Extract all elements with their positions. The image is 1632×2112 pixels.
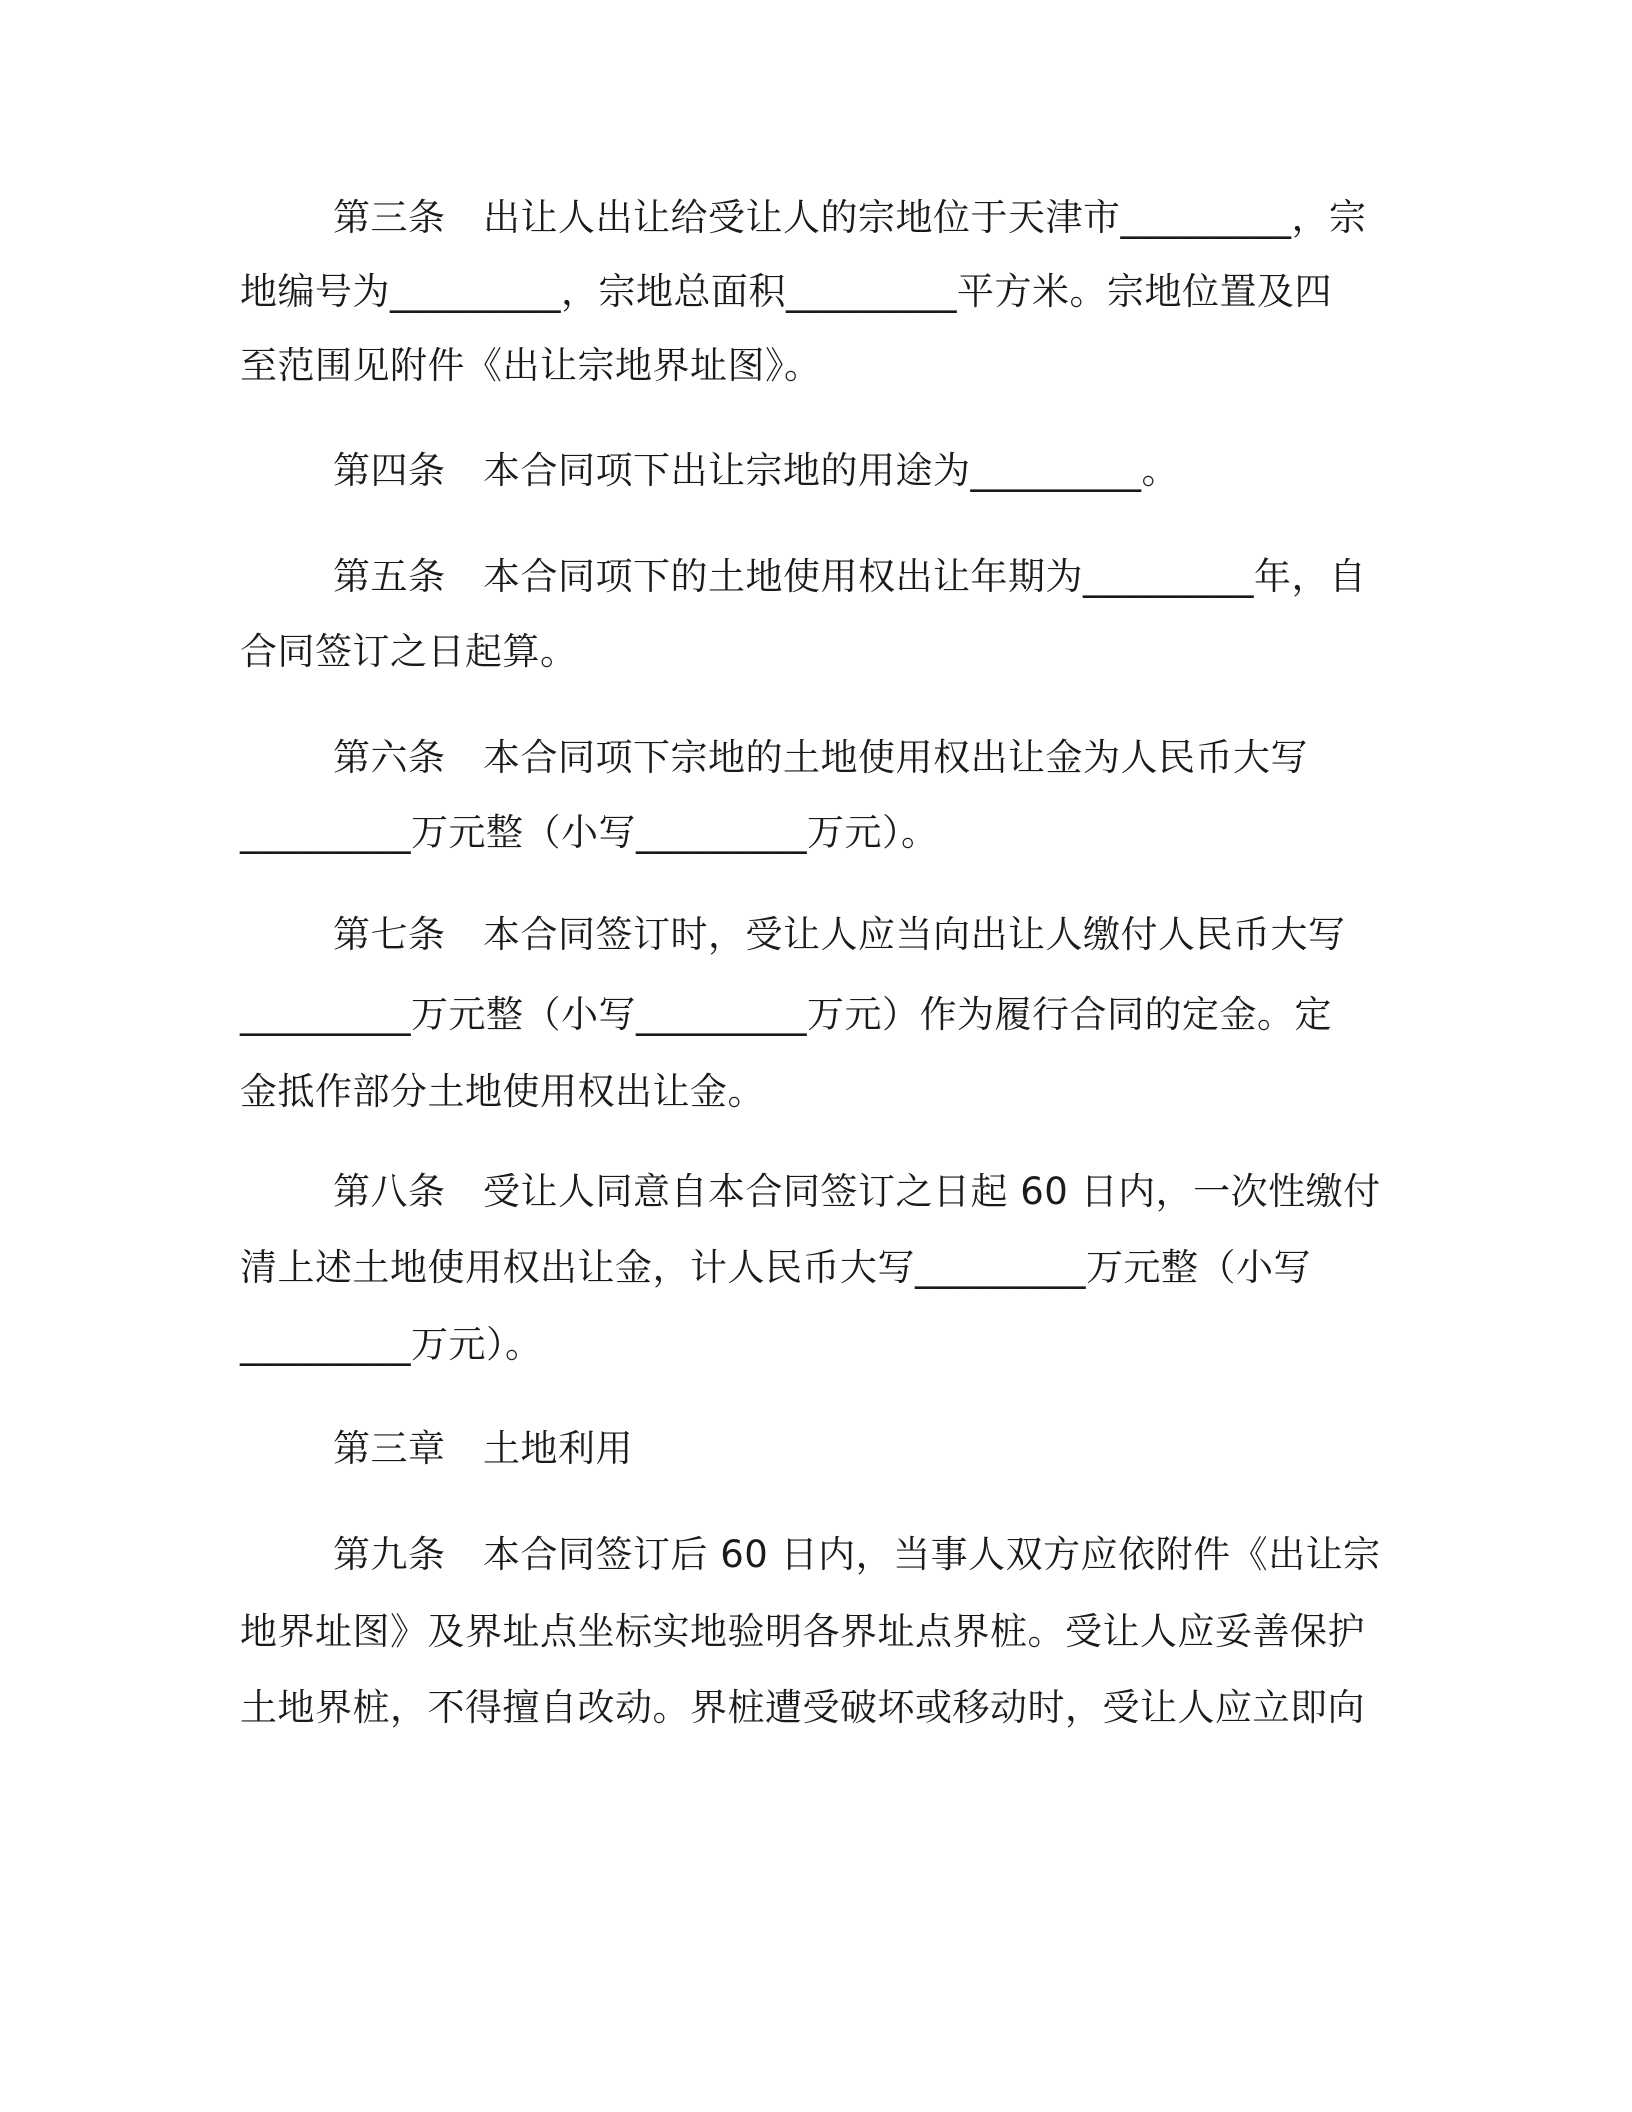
article-7-line-2: _________万元整（小写_________万元）作为履行合同的定金。定 bbox=[240, 993, 1332, 1036]
chapter-3-heading: 第三章 土地利用 bbox=[333, 1427, 633, 1470]
article-3-line-1: 第三条 出让人出让给受让人的宗地位于天津市_________，宗 bbox=[333, 196, 1367, 239]
article-7-line-3: 金抵作部分土地使用权出让金。 bbox=[240, 1070, 765, 1113]
article-3-line-2: 地编号为_________，宗地总面积_________平方米。宗地位置及四 bbox=[240, 270, 1332, 313]
article-5-line-2: 合同签订之日起算。 bbox=[240, 630, 578, 673]
article-3-line-3: 至范围见附件《出让宗地界址图》。 bbox=[240, 344, 822, 387]
article-6-line-2: _________万元整（小写_________万元）。 bbox=[240, 811, 939, 854]
article-8-line-1: 第八条 受让人同意自本合同签订之日起 60 日内，一次性缴付 bbox=[333, 1170, 1381, 1213]
article-9-line-2: 地界址图》及界址点坐标实地验明各界址点界桩。受让人应妥善保护 bbox=[240, 1610, 1365, 1653]
article-5-line-1: 第五条 本合同项下的土地使用权出让年期为_________年，自 bbox=[333, 555, 1367, 598]
article-6-line-1: 第六条 本合同项下宗地的土地使用权出让金为人民币大写 bbox=[333, 736, 1308, 779]
article-4-line-1: 第四条 本合同项下出让宗地的用途为_________。 bbox=[333, 449, 1179, 492]
article-9-line-3: 土地界桩，不得擅自改动。界桩遭受破坏或移动时，受让人应立即向 bbox=[240, 1686, 1365, 1729]
article-7-line-1: 第七条 本合同签订时，受让人应当向出让人缴付人民币大写 bbox=[333, 913, 1346, 956]
article-9-line-1: 第九条 本合同签订后 60 日内，当事人双方应依附件《出让宗 bbox=[333, 1533, 1381, 1576]
article-8-line-3: _________万元）。 bbox=[240, 1323, 543, 1366]
article-8-line-2: 清上述土地使用权出让金，计人民币大写_________万元整（小写 bbox=[240, 1246, 1311, 1289]
